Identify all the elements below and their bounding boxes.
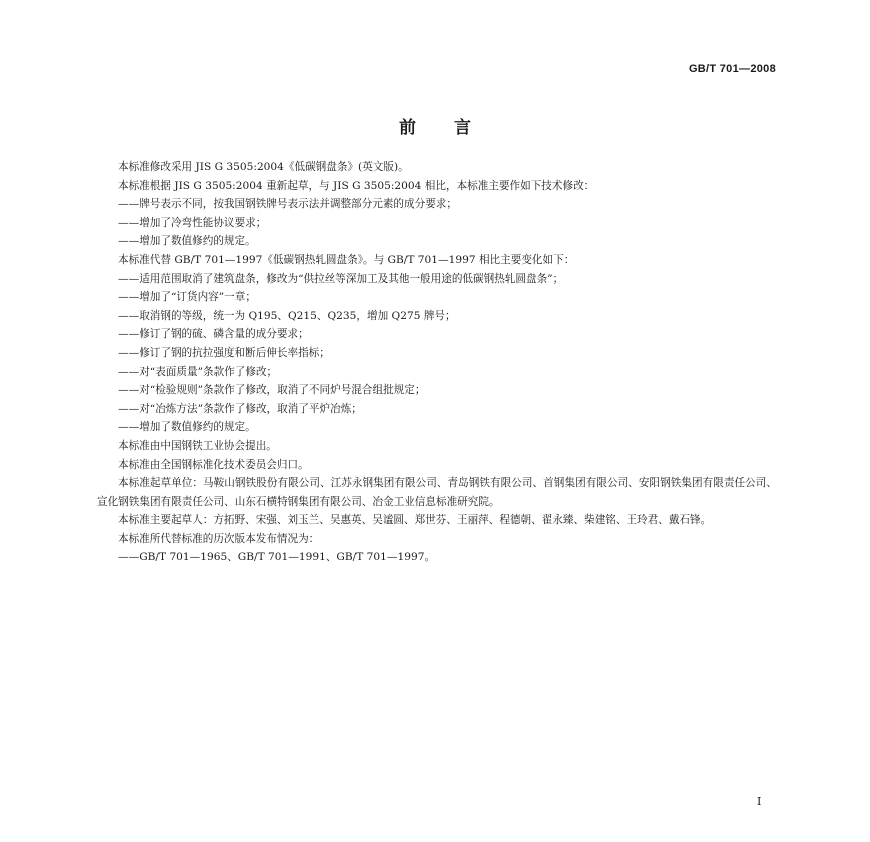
paragraph: 本标准由中国钢铁工业协会提出。 [118,439,277,452]
paragraph-drafters: 本标准主要起草人：方拓野、宋强、刘玉兰、吴惠英、吴谧圆、郑世芬、王丽萍、程德朝、翟永臻、柴建铭、王玲君、戴石锋。 [118,514,712,527]
list-item: ——增加了数值修约的规定。 [118,235,256,248]
paragraph-drafting-units: 本标准起草单位：马鞍山钢铁股份有限公司、江苏永钢集团有限公司、青岛钢铁有限公司、首钢集团有限公司、安阳钢铁集团有限责任公司、宣化钢铁集团有限责任公司、山东石横特钢集团有限公司、冶金工业信息标准研究院。 [97,477,777,508]
list-item: ——GB/T 701—1965、GB/T 701—1991、GB/T 701—1997。 [118,551,436,564]
list-item: ——对“检验规则”条款作了修改，取消了不同炉号混合组批规定； [118,384,426,397]
paragraph: 本标准修改采用 JIS G 3505:2004《低碳钢盘条》(英文版)。 [118,161,409,173]
page-number: I [757,795,762,808]
list-item: ——适用范围取消了建筑盘条，修改为“供拉丝等深加工及其他一般用途的低碳钢热轧圆盘条”； [118,272,564,285]
list-item: ——对“表面质量”条款作了修改； [118,365,278,378]
paragraph: 本标准由全国钢标准化技术委员会归口。 [118,458,309,471]
page-title: 前言 [399,118,509,138]
paragraph: 本标准所代替标准的历次版本发布情况为： [118,532,320,545]
list-item: ——增加了“订货内容”一章； [118,291,256,304]
list-item: ——增加了冷弯性能协议要求； [118,216,267,229]
list-item: ——对“冶炼方法”条款作了修改，取消了平炉冶炼； [118,402,362,415]
list-item: ——修订了钢的硫、磷含量的成分要求； [118,328,309,341]
paragraph: 本标准代替 GB/T 701—1997《低碳钢热轧圆盘条》。与 GB/T 701—1997 相比主要变化如下： [118,253,575,266]
standard-code: GB/T 701—2008 [688,63,776,75]
paragraph: 本标准根据 JIS G 3505:2004 重新起草，与 JIS G 3505:2004 相比，本标准主要作如下技术修改： [118,179,595,192]
list-item: ——牌号表示不同，按我国钢铁牌号表示法并调整部分元素的成分要求； [118,198,457,211]
list-item: ——增加了数值修约的规定。 [118,421,256,434]
list-item: ——取消钢的等级，统一为 Q195、Q215、Q235，增加 Q275 牌号； [118,309,456,322]
list-item: ——修订了钢的抗拉强度和断后伸长率指标； [118,346,330,359]
document-body [97,158,777,567]
